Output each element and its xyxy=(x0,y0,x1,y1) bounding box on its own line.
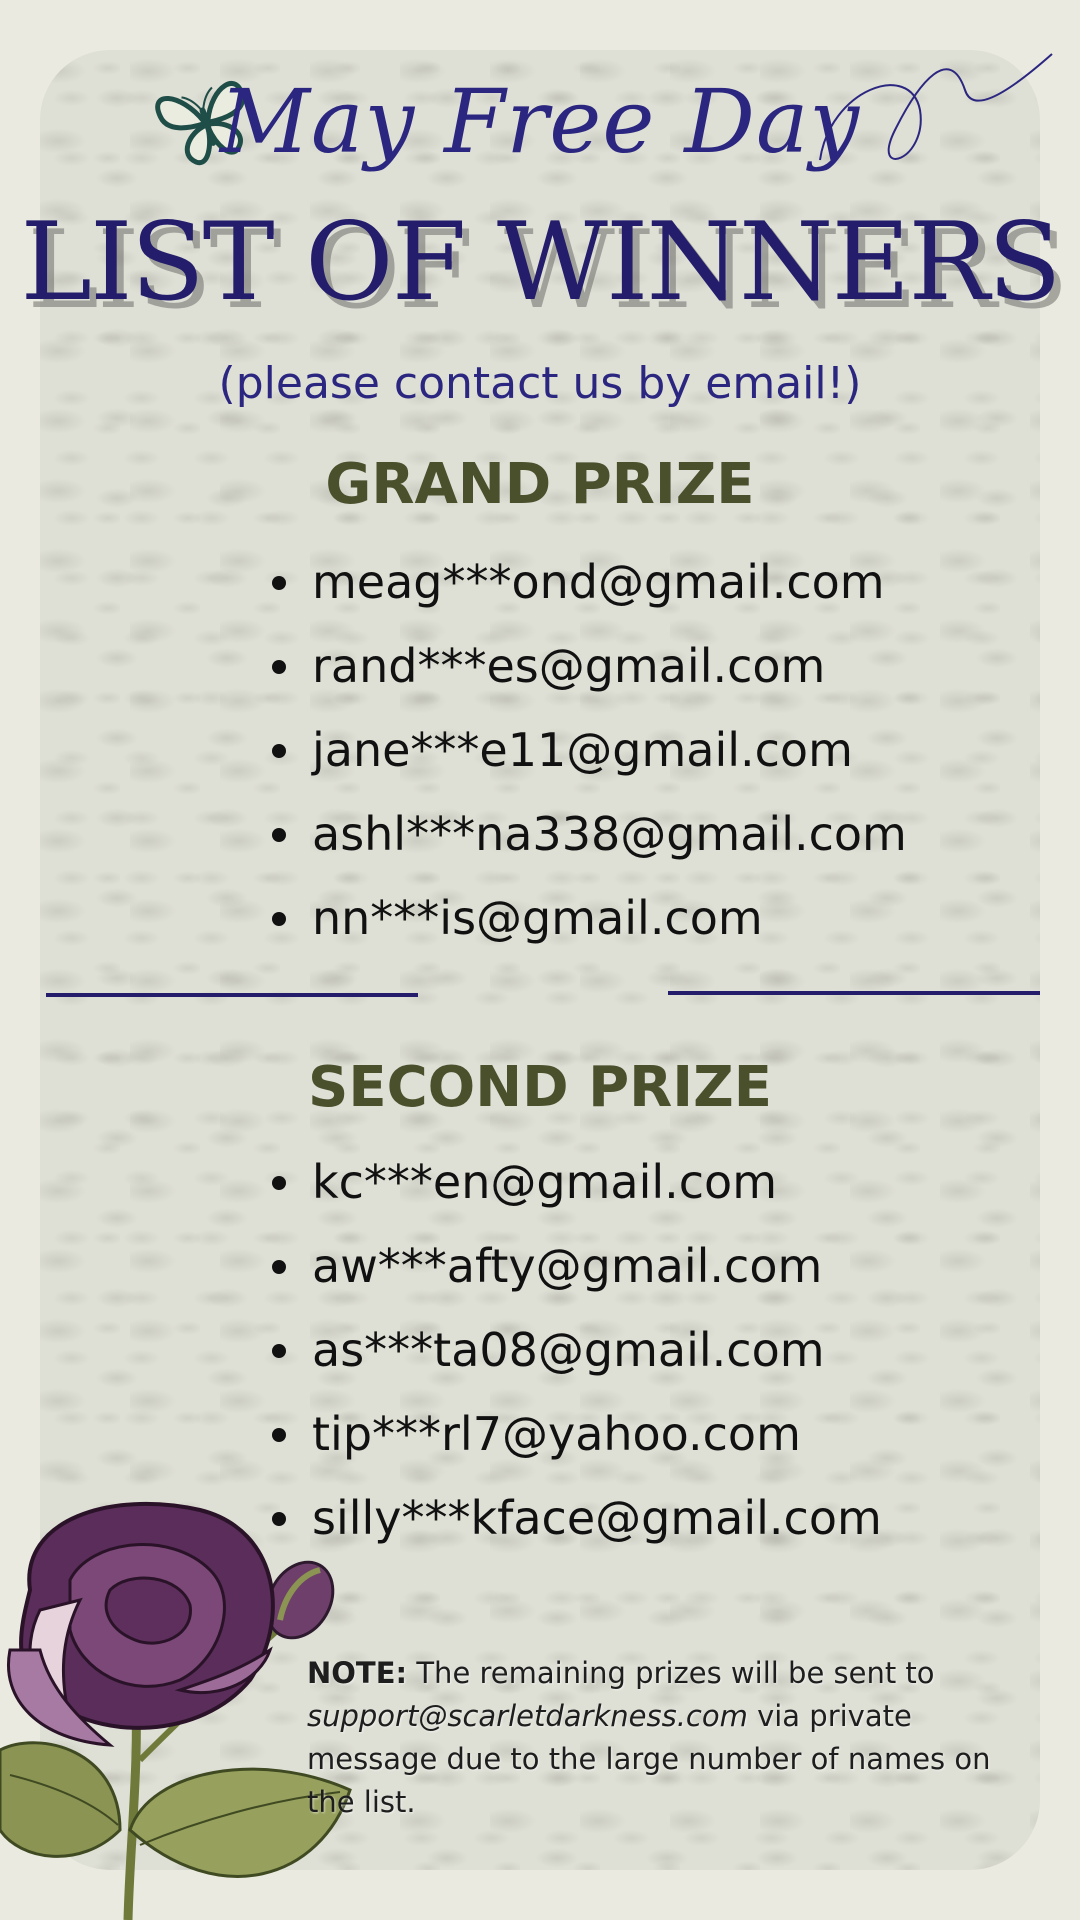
note-label: NOTE: xyxy=(307,1656,408,1690)
grand-prize-list xyxy=(270,540,907,960)
contact-subtitle: (please contact us by email!) xyxy=(218,358,862,409)
note-text xyxy=(307,1652,1047,1824)
second-prize-list xyxy=(270,1140,882,1560)
winner-email: nn***is@gmail.com xyxy=(270,876,907,960)
winner-email: meag***ond@gmail.com xyxy=(270,540,907,624)
winner-email: rand***es@gmail.com xyxy=(270,624,907,708)
winner-email: aw***afty@gmail.com xyxy=(270,1224,882,1308)
winner-email: as***ta08@gmail.com xyxy=(270,1308,882,1392)
purple-rose-illustration xyxy=(0,1500,360,1920)
note-text-after: via private message due to the large number of names on the list. xyxy=(307,1699,991,1819)
divider-right xyxy=(668,991,1040,995)
winner-email: jane***e11@gmail.com xyxy=(270,708,907,792)
grand-prize-heading: GRAND PRIZE xyxy=(325,452,755,517)
support-email: support@scarletdarkness.com xyxy=(307,1699,748,1733)
winner-email: tip***rl7@yahoo.com xyxy=(270,1392,882,1476)
main-title: LIST OF WINNERS xyxy=(20,200,1060,325)
divider-left xyxy=(46,993,418,997)
winner-email: silly***kface@gmail.com xyxy=(270,1476,882,1560)
winner-email: kc***en@gmail.com xyxy=(270,1140,882,1224)
script-title: May Free Day xyxy=(219,70,861,173)
winner-email: ashl***na338@gmail.com xyxy=(270,792,907,876)
second-prize-heading: SECOND PRIZE xyxy=(308,1055,772,1120)
note-text-before: The remaining prizes will be sent to xyxy=(407,1656,935,1690)
